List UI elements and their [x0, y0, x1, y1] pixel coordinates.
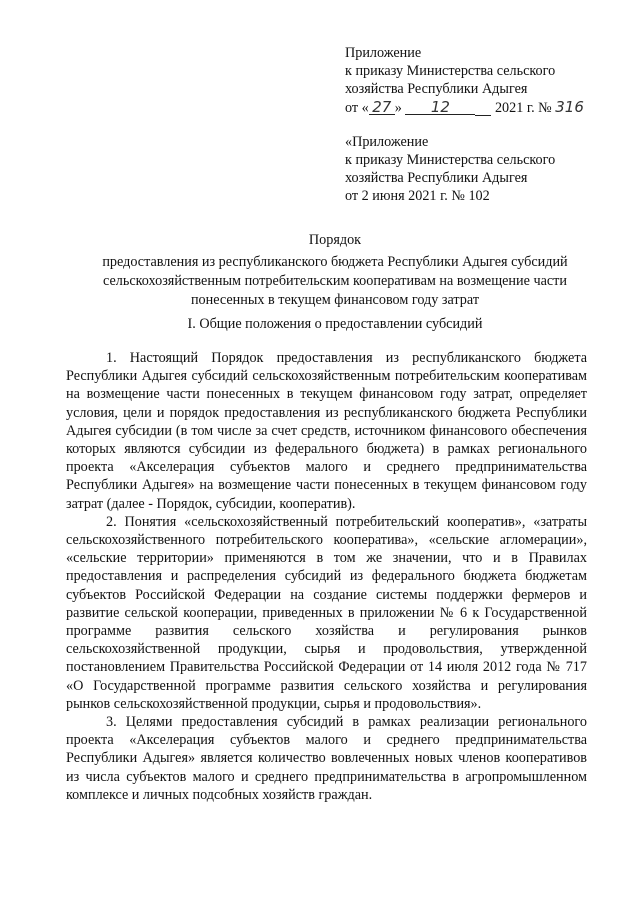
handwritten-month: 12	[405, 100, 475, 115]
appendix-header	[345, 44, 615, 117]
year-text: 2021 г. №	[494, 100, 552, 116]
document-title	[60, 231, 610, 310]
original-order-reference: к приказу Министерства сельского	[345, 152, 556, 168]
month-underline	[475, 101, 491, 116]
original-ministry-name: хозяйства Республики Адыгея	[345, 170, 528, 186]
title-line-1: предоставления из республиканского бюджета Республики Адыгея субсидий	[102, 254, 568, 270]
title-line-3: понесенных в текущем финансовом году затрат	[190, 292, 480, 308]
title-line-2: сельскохозяйственным потребительским кооперативам на возмещение части	[103, 273, 567, 289]
order-reference: к приказу Министерства сельского	[345, 63, 556, 79]
appendix-label: Приложение	[345, 45, 422, 61]
order-date-line: от « 27 » 12 2021 г. № 316	[345, 98, 584, 116]
paragraph-2: 2. Понятия «сельскохозяйственный потребительский кооператив», «затраты сельскохозяйственного потребительского кооператива», «сельские агломерации», «сельские территории» применяются в том же значении, что и в Правилах предоставления и распределения субсидий из федерального бюджета бюджетам субъектов Российской Федерации на создание системы поддержки фермеров и развитие сельской кооперации, приведенных в приложении № 6 к Государственной программе развития сельского хозяйства и регулирования рынков сельскохозяйственной продукции, сырья и продовольствия, утвержденной постановлением Правительства Российской Федерации от 14 июля 2012 года № 717 «О Государственной программе развития сельского хозяйства и регулирования рынков сельскохозяйственной продукции, сырья и продовольствия».	[66, 513, 587, 712]
document-body	[66, 349, 587, 804]
original-appendix-label: «Приложение	[345, 134, 429, 150]
ministry-name: хозяйства Республики Адыгея	[345, 81, 528, 97]
title-heading: Порядок	[308, 232, 362, 248]
handwritten-day: 27	[369, 100, 395, 115]
handwritten-number: 316	[555, 98, 584, 116]
original-appendix-header	[345, 133, 615, 205]
paragraph-3: 3. Целями предоставления субсидий в рамках реализации регионального проекта «Акселерация субъектов малого и среднего предпринимательства Республики Адыгея» является количество вовлеченных новых членов кооперативов из числа субъектов малого и среднего предпринимательства в агропромышленном комплексе и личных подсобных хозяйств граждан.	[66, 714, 587, 803]
original-order-date: от 2 июня 2021 г. № 102	[345, 188, 490, 204]
paragraph-1: 1. Настоящий Порядок предоставления из республиканского бюджета Республики Адыгея субсидий сельскохозяйственным потребительским кооперативам на возмещение части понесенных в текущем финансовом году затрат, определяет условия, цели и порядок предоставления из республиканского бюджета Республики Адыгея субсидии (в том числе за счет средств, источником финансового обеспечения которых являются субсидии из федерального бюджета) в рамках регионального проекта «Акселерация субъектов малого и среднего предпринимательства Республики Адыгея» на возмещение части понесенных в текущем финансовом году затрат (далее - Порядок, субсидии, кооператив).	[66, 350, 587, 512]
section-title: I. Общие положения о предоставлении субсидий	[187, 316, 483, 332]
